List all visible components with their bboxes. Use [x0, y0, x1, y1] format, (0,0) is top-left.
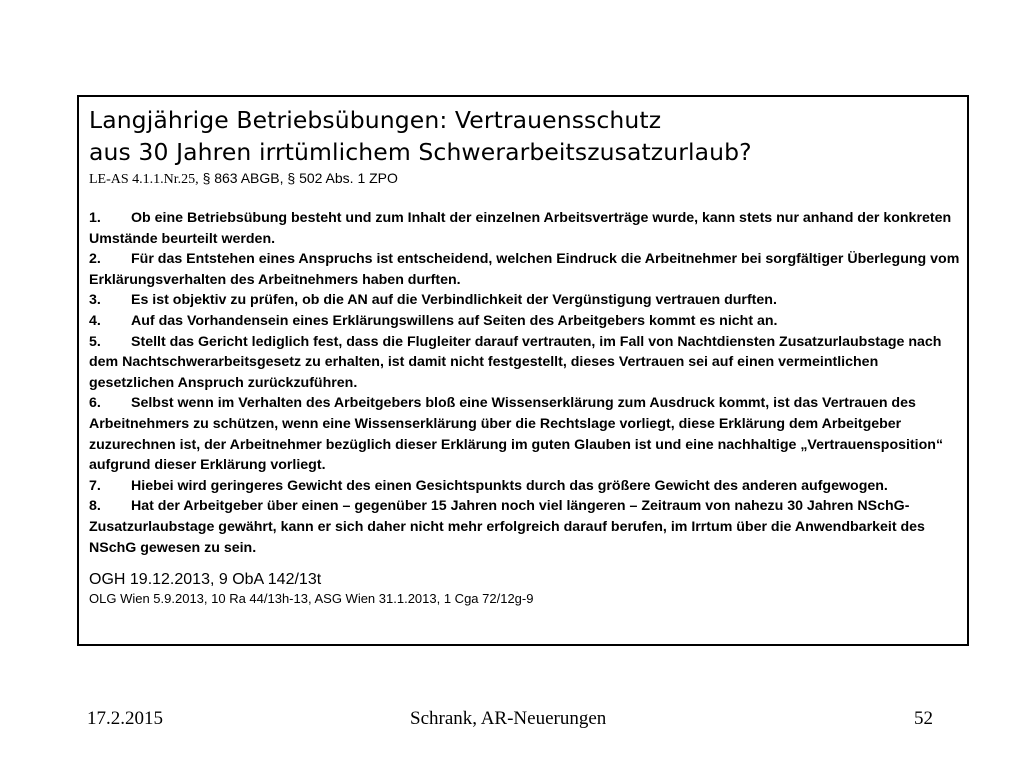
- footer-date: 17.2.2015: [87, 708, 163, 729]
- list-item: [89, 332, 961, 394]
- list-item-text: Hat der Arbeitgeber über einen – gegenüber 15 Jahren noch viel längeren – Zeitraum von nahezu 30 Jahren NSchG-Zusatzurlaubstage gewährt, kann er sich daher nicht mehr erfolgreich darauf berufen, im Irrtum über die Anwendbarkeit des NSchG gewesen zu sein.: [89, 498, 925, 556]
- list-item-text: Selbst wenn im Verhalten des Arbeitgebers bloß eine Wissenserklärung zum Ausdruck kommt, ist das Vertrauen des Arbeitnehmers zu schützen, wenn eine Wissenserklärung über die Rechtslage vorliegt, diese Erklärung dem Arbeitgeber zuzurechnen ist, der Arbeitnehmer bezüglich dieser Erklärung im guten Glauben ist und eine nachhaltige „Vertrauensposition“ aufgrund dieser Erklärung vorliegt.: [89, 395, 944, 474]
- list-item-number: 8.: [89, 498, 101, 515]
- list-item: [89, 393, 961, 475]
- list-item: [89, 496, 961, 558]
- list-item-text: Ob eine Betriebsübung besteht und zum Inhalt der einzelnen Arbeitsverträge wurde, kann stets nur anhand der konkreten Umstände beurteilt werden.: [89, 210, 952, 247]
- list-item-number: 7.: [89, 477, 101, 494]
- citation-case: LE-AS 4.1.1.Nr.25,: [89, 172, 199, 187]
- list-item: [89, 249, 961, 290]
- citation-laws: § 863 ABGB, § 502 Abs. 1 ZPO: [202, 170, 398, 186]
- list-item-number: 1.: [89, 210, 101, 226]
- slide-title-line-2: aus 30 Jahren irrtümlichem Schwerarbeitszusatzurlaub?: [89, 138, 752, 166]
- list-item-number: 5.: [89, 333, 101, 350]
- list-item-text: Es ist objektiv zu prüfen, ob die AN auf die Verbindlichkeit der Vergünstigung vertrauen durften.: [131, 292, 777, 309]
- slide-content: [89, 104, 961, 607]
- list-item-number: 4.: [89, 312, 101, 329]
- list-item-text: Hiebei wird geringeres Gewicht des einen Gesichtspunkts durch das größere Gewicht des anderen aufgewogen.: [131, 477, 888, 494]
- list-item-number: 2.: [89, 251, 101, 268]
- list-item: [89, 208, 961, 249]
- list-item-text: Auf das Vorhandensein eines Erklärungswillens auf Seiten des Arbeitgebers kommt es nicht an.: [131, 312, 778, 329]
- citation: [89, 168, 961, 190]
- list-item-text: Für das Entstehen eines Anspruchs ist entscheidend, welchen Eindruck die Arbeitnehmer bei sorgfältiger Überlegung vom Erklärungsverhalten des Arbeitnehmers haben durften.: [89, 251, 960, 288]
- list-item-number: 6.: [89, 395, 101, 412]
- slide-title-line-1: Langjährige Betriebsübungen: Vertrauensschutz: [89, 106, 662, 134]
- court-decision-primary: OGH 19.12.2013, 9 ObA 142/13t: [89, 571, 322, 589]
- list-item: [89, 290, 961, 311]
- holding-list: [89, 208, 961, 558]
- court-decision-secondary: OLG Wien 5.9.2013, 10 Ra 44/13h-13, ASG Wien 31.1.2013, 1 Cga 72/12g-9: [89, 591, 534, 607]
- footer-title: Schrank, AR-Neuerungen: [410, 708, 607, 729]
- footer-page-number: 52: [914, 708, 933, 729]
- list-item: [89, 311, 961, 332]
- list-item-text: Stellt das Gericht lediglich fest, dass die Flugleiter darauf vertrauten, im Fall von Nachtdiensten Zusatzurlaubstage nach dem Nachtschwerarbeitsgesetz zu erhalten, ist damit nicht festgestellt, dieses Vertrauen sei auf einen vermeintlichen gesetzlichen Anspruch zurückzuführen.: [89, 333, 942, 391]
- list-item: [89, 476, 961, 497]
- list-item-number: 3.: [89, 292, 101, 309]
- content-frame: [77, 95, 969, 646]
